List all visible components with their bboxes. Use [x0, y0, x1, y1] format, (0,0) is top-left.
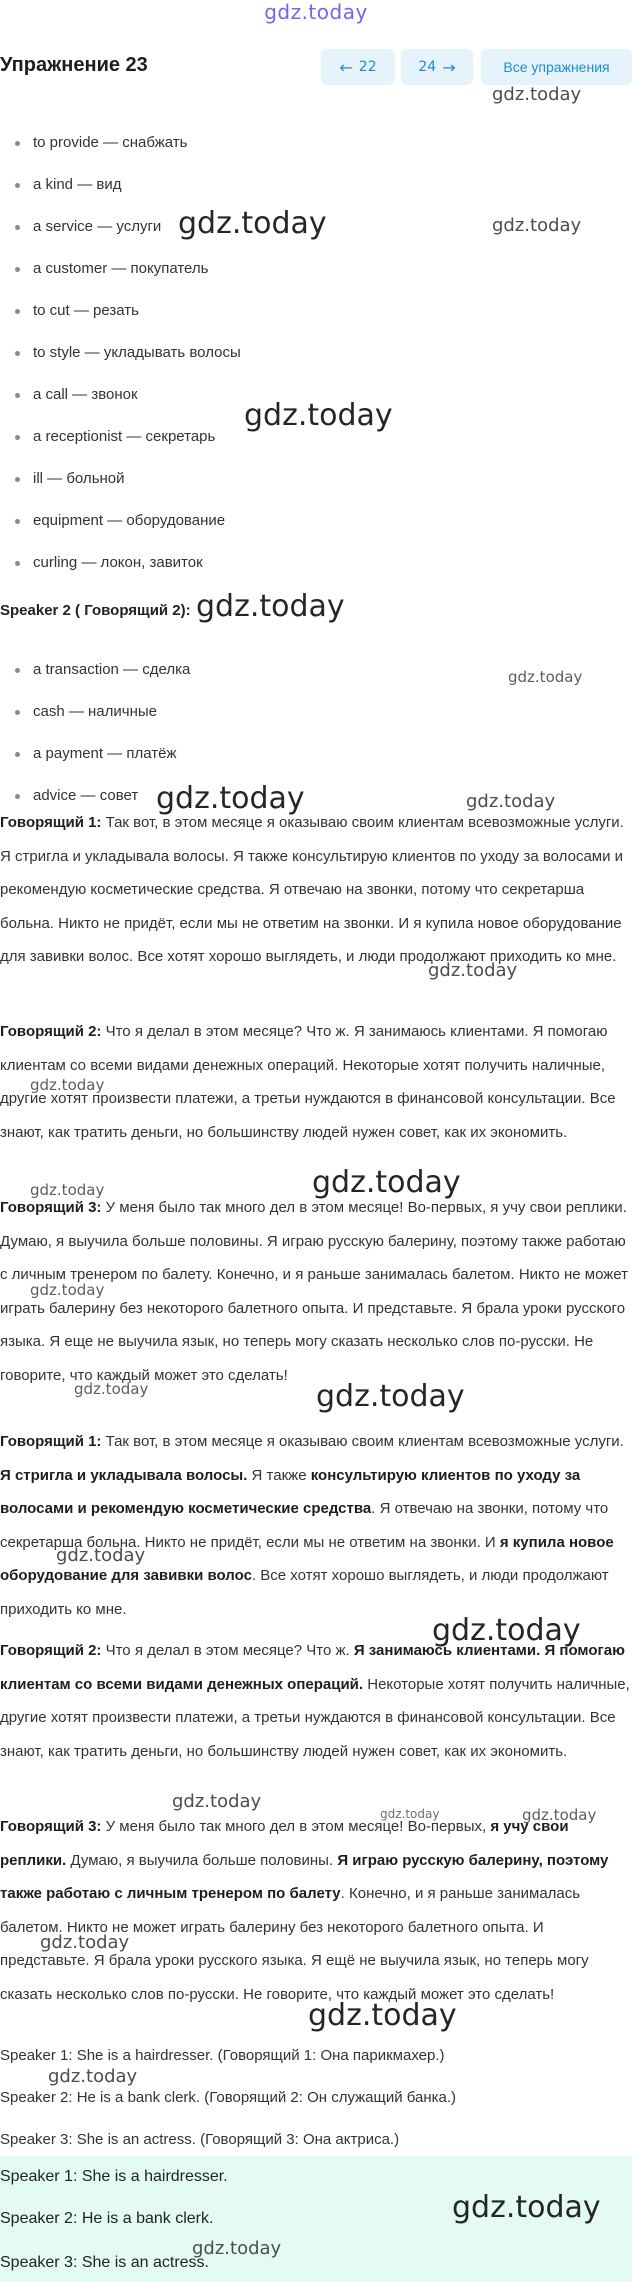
watermark: gdz.today	[178, 206, 327, 241]
watermark: gdz.today	[48, 2066, 138, 2087]
answer-translated-1: Speaker 1: She is a hairdresser. (Говорящий 1: Она парикмахер.)	[0, 2047, 445, 2064]
paragraph-text: . Конечно, и я раньше занималась балетом. Никто не может играть балерину без некоторого балетного опыта. И представьте. Я брала уроки русского языка. Я ещё не выучила язык, но теперь могу сказать несколько слов по-русски. Не говорите, что каждый может это сделать!	[0, 1885, 589, 2003]
watermark: gdz.today	[40, 1932, 130, 1953]
answer-translated-2: Speaker 2: He is a bank clerk. (Говорящий 2: Он служащий банка.)	[0, 2089, 457, 2106]
paragraph-text: Я также	[247, 1466, 311, 1484]
arrow-left-icon: ←	[339, 57, 353, 77]
highlight: я купила новое оборудование для завивки волос	[0, 1533, 614, 1584]
list-item: a payment — платёж	[0, 733, 632, 775]
page-title: Упражнение 23	[0, 54, 148, 76]
paragraph-text: У меня было так много дел в этом месяце! Во-первых,	[101, 1818, 491, 1835]
highlight: консультирую клиентов по уходу за волосами и рекомендую косметические средства	[0, 1466, 581, 1517]
list-item: to cut — резать	[0, 290, 632, 332]
highlighted-speaker2	[0, 1634, 630, 1768]
watermark: gdz.today	[316, 1379, 465, 1414]
answer-final-2: Speaker 2: He is a bank clerk.	[0, 2210, 214, 2227]
prev-exercise-button[interactable]	[321, 49, 395, 85]
watermark: gdz.today	[30, 1076, 105, 1094]
highlight: Я стригла и укладывала волосы.	[0, 1466, 248, 1484]
paragraph-text: . Я отвечаю на звонки, потому что секретарша больна. Никто не придёт, если мы не ответим на звонки. И	[0, 1500, 609, 1551]
watermark: gdz.today	[172, 1791, 262, 1812]
paragraph-text: Так вот, в этом месяце я оказываю своим клиентам всевозможные услуги. Я стригла и укладывала волосы. Я также консультирую клиентов по уходу за волосами и рекомендую косметические средства. Я отвечаю на звонки, потому что секретарша больна. Никто не придёт, если мы не ответим на звонки. И я купила новое оборудование для завивки волос. Все хотят хорошо выглядеть, и люди продолжают приходить ко мне.	[0, 814, 624, 965]
answer-final-3: Speaker 3: She is an actress.	[0, 2254, 209, 2271]
watermark: gdz.today	[192, 2238, 282, 2259]
watermark: gdz.today	[508, 668, 583, 686]
answer-translated-3: Speaker 3: She is an actress. (Говорящий 3: Она актриса.)	[0, 2131, 400, 2148]
list-item: a kind — вид	[0, 164, 632, 206]
answer-final-1: Speaker 1: She is a hairdresser.	[0, 2168, 228, 2185]
speaker-lead: Говорящий 3:	[0, 1818, 102, 1835]
speaker-lead: Говорящий 1:	[0, 814, 102, 831]
exercise-header	[0, 46, 632, 86]
list-item: to style — укладывать волосы	[0, 332, 632, 374]
prev-exercise-label: 22	[358, 59, 377, 75]
list-item: to provide — снабжать	[0, 122, 632, 164]
speaker-lead: Говорящий 2:	[0, 1023, 102, 1040]
watermark: gdz.today	[308, 1998, 457, 2033]
highlight: Я занимаюсь клиентами. Я помогаю клиентам со всеми видами денежных операций.	[0, 1642, 625, 1693]
arrow-right-icon: →	[442, 57, 456, 77]
watermark: gdz.today	[30, 1281, 105, 1299]
paragraph-text: Так вот, в этом месяце я оказываю своим клиентам всевозможные услуги.	[101, 1433, 624, 1450]
translation-speaker1	[0, 806, 630, 974]
paragraph-text: У меня было так много дел в этом месяце! Во-первых, я учу свои реплики. Думаю, я выучила больше половины. Я играю русскую балерину, поэтому также работаю с личным тренером по балету. Конечно, и я раньше занималась балетом. Никто не может играть балерину без некоторого балетного опыта. И представьте. Я брала уроки русского языка. Я еще не выучила язык, но теперь могу сказать несколько слов по-русски. Не говорите, что каждый может это сделать!	[0, 1199, 629, 1384]
list-item: a receptionist — секретарь	[0, 416, 632, 458]
highlighted-speaker3	[0, 1810, 630, 2011]
watermark: gdz.today	[74, 1380, 149, 1398]
highlight: я учу свои реплики.	[0, 1818, 569, 1869]
all-exercises-button[interactable]	[481, 49, 632, 85]
highlight: Я играю русскую балерину, поэтому также работаю с личным тренером по балету	[0, 1851, 609, 1902]
watermark: gdz.today	[244, 398, 393, 433]
next-exercise-label: 24	[418, 59, 437, 75]
watermark: gdz.today	[196, 589, 345, 624]
watermark: gdz.today	[492, 84, 582, 105]
watermark: gdz.today	[156, 781, 305, 816]
list-item: ill — больной	[0, 458, 632, 500]
vocab-list-speaker1	[0, 122, 632, 584]
list-item: cash — наличные	[0, 691, 632, 733]
paragraph-text: Думаю, я выучила больше половины.	[66, 1851, 338, 1869]
paragraph-text: Что я делал в этом месяце? Что ж. Я занимаюсь клиентами. Я помогаю клиентам со всеми видами денежных операций. Некоторые хотят получить наличные, другие хотят произвести платежи, а третьи нуждаются в финансовой консультации. Все знают, как тратить деньги, но большинству людей нужен совет, как их экономить.	[0, 1023, 616, 1141]
list-item: equipment — оборудование	[0, 500, 632, 542]
speaker2-heading: Speaker 2 ( Говорящий 2):	[0, 602, 191, 619]
all-exercises-label: Все упражнения	[503, 59, 610, 75]
watermark: gdz.today	[380, 1807, 440, 1821]
site-logo[interactable]: gdz.today	[264, 0, 368, 24]
watermark: gdz.today	[56, 1545, 146, 1566]
speaker-lead: Говорящий 2:	[0, 1642, 102, 1659]
list-item: a transaction — сделка	[0, 649, 632, 691]
speaker-lead: Говорящий 1:	[0, 1433, 102, 1450]
paragraph-text: Некоторые хотят получить наличные, другие хотят произвести платежи, а третьи нуждаются в финансовой консультации. Все знают, как тратить деньги, но большинству людей нужен совет, как их экономить.	[0, 1675, 630, 1760]
watermark: gdz.today	[30, 1181, 105, 1199]
list-item: a service — услуги	[0, 206, 632, 248]
next-exercise-button[interactable]	[401, 49, 473, 85]
speaker-lead: Говорящий 3:	[0, 1199, 102, 1216]
watermark: gdz.today	[522, 1806, 597, 1824]
watermark: gdz.today	[452, 2190, 601, 2225]
watermark: gdz.today	[428, 960, 518, 981]
watermark: gdz.today	[466, 791, 556, 812]
watermark: gdz.today	[432, 1613, 581, 1648]
list-item: advice — совет	[0, 775, 632, 817]
paragraph-text: Что я делал в этом месяце? Что ж.	[101, 1642, 354, 1659]
watermark: gdz.today	[312, 1165, 461, 1200]
list-item: curling — локон, завиток	[0, 542, 632, 584]
list-item: a call — звонок	[0, 374, 632, 416]
highlighted-speaker1	[0, 1425, 630, 1626]
list-item: a customer — покупатель	[0, 248, 632, 290]
paragraph-text: . Все хотят хорошо выглядеть, и люди продолжают приходить ко мне.	[0, 1567, 609, 1618]
watermark: gdz.today	[492, 215, 582, 236]
